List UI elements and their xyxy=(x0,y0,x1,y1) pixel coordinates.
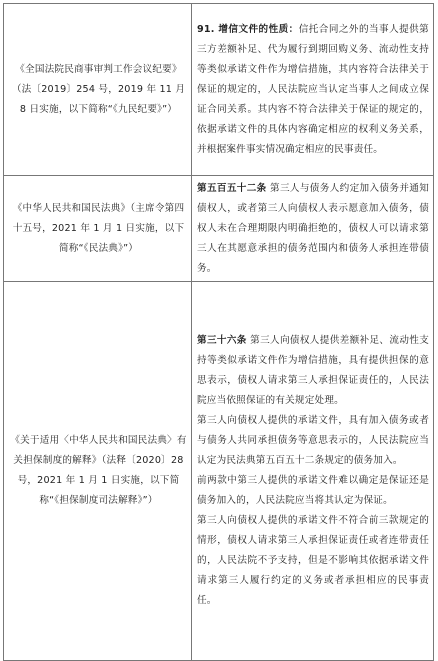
table-row xyxy=(4,282,434,661)
provision-text: 第三人向债权人提供差额补足、流动性支持等类似承诺文件作为增信措施，具有提供担保的意思表示，债权人请求第三人承担保证责任的，人民法院应当依照保证的有关规定处理。 xyxy=(197,335,429,406)
provision-text: 第三人向债权人提供的承诺文件不符合前三款规定的情形，债权人请求第三人承担保证责任或者连带责任的，人民法院不予支持，但是不影响其依据承诺文件请求第三人履行约定的义务或者承担相应的民事责任。 xyxy=(197,515,429,606)
table-row xyxy=(4,4,434,176)
provision-text: 第三人与债务人约定加入债务并通知债权人，或者第三人向债权人表示愿意加入债务，债权人未在合理期限内明确拒绝的，债权人可以请求第三人在其愿意承担的债务范围内和债务人承担连带债务。 xyxy=(197,182,429,274)
source-cell xyxy=(4,176,192,282)
provision-paragraph xyxy=(197,179,429,279)
provision-paragraph xyxy=(197,411,429,471)
provision-paragraph xyxy=(197,511,429,611)
provision-cell xyxy=(192,176,434,282)
source-cell xyxy=(4,282,192,661)
provision-paragraph xyxy=(197,331,429,411)
provision-paragraph xyxy=(197,471,429,511)
provision-text: 第三人向债权人提供的承诺文件，具有加入债务或者与债务人共同承担债务等意思表示的，人民法院应当认定为民法典第五百五十二条规定的债务加入。 xyxy=(197,415,429,466)
law-comparison-table xyxy=(3,3,434,661)
source-text: 《关于适用〈中华人民共和国民法典〉有关担保制度的解释》（法释〔2020〕28 号，2021 年 1 月 1 日实施，以下简称“《担保制度司法解释》”） xyxy=(10,435,187,506)
source-text: 《中华人民共和国民法典》（主席令第四十五号，2021 年 1 月 1 日实施，以下简称“《民法典》”） xyxy=(12,202,185,254)
provision-text: 前两款中第三人提供的承诺文件难以确定是保证还是债务加入的，人民法院应当将其认定为保证。 xyxy=(197,475,429,506)
provision-cell xyxy=(192,282,434,661)
source-text: 《全国法院民商事审判工作会议纪要》（法〔2019〕254 号，2019 年 11 月 8 日实施，以下简称“《九民纪要》”） xyxy=(11,63,186,115)
source-cell xyxy=(4,4,192,176)
article-heading: 第三十六条 xyxy=(197,335,247,346)
article-heading: 91. 增信文件的性质： xyxy=(197,23,299,35)
article-heading: 第五百五十二条 xyxy=(197,182,267,194)
provision-cell xyxy=(192,4,434,176)
provision-paragraph xyxy=(197,20,429,160)
table-row xyxy=(4,176,434,282)
provision-text: 信托合同之外的当事人提供第三方差额补足、代为履行到期回购义务、流动性支持等类似承诺文件作为增信措施，其内容符合法律关于保证的规定的，人民法院应当认定当事人之间成立保证合同关系。其内容不符合法律关于保证的规定的，依据承诺文件的具体内容确定相应的权利义务关系，并根据案件事实情况确定相应的民事责任。 xyxy=(197,23,429,155)
